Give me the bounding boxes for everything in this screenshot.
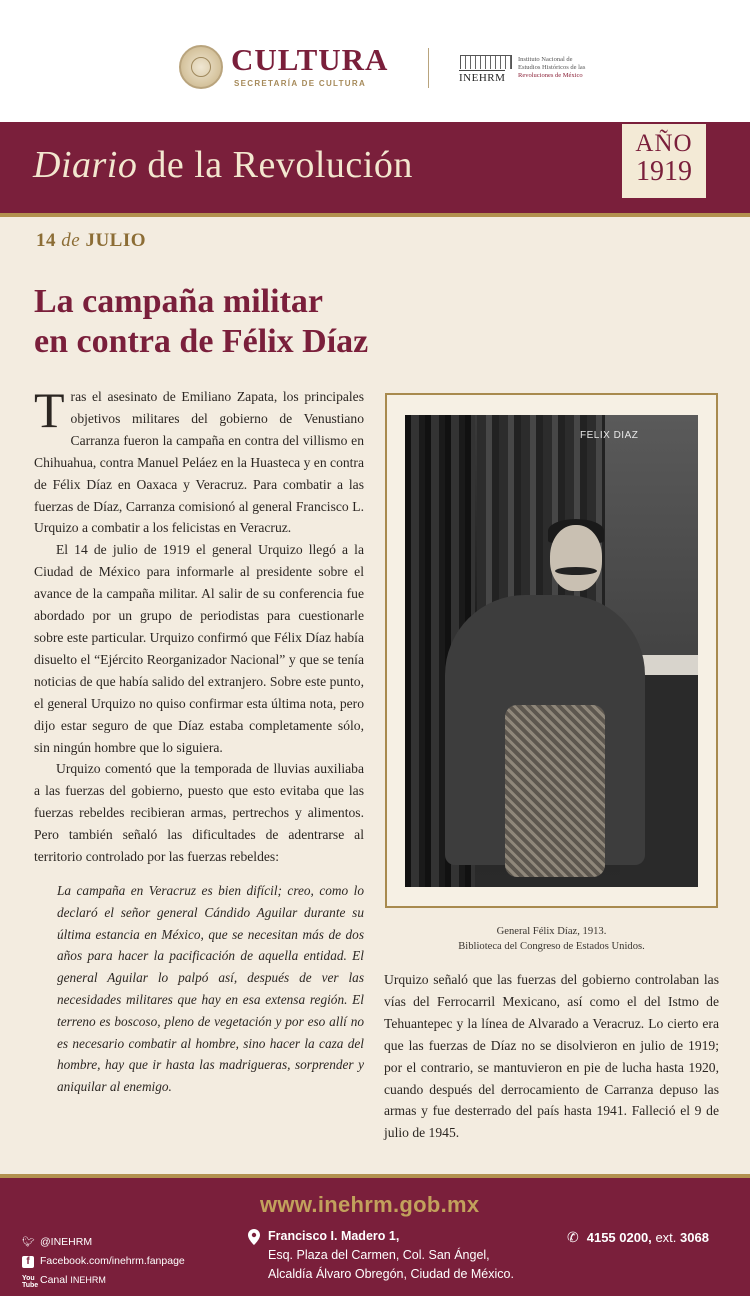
title-band-rule <box>0 213 750 217</box>
diario-title <box>33 143 413 187</box>
inehrm-desc-line3: Revoluciones de México <box>518 72 583 79</box>
phone-number: 4155 0200, <box>586 1230 652 1245</box>
logo-divider <box>428 48 429 88</box>
diario-title-rest: de la Revolución <box>137 144 413 186</box>
date-day: 14 <box>36 230 56 251</box>
address-line2: Esq. Plaza del Carmen, Col. San Ángel, <box>268 1248 490 1262</box>
inehrm-building-icon <box>460 55 512 69</box>
article-date <box>36 230 146 252</box>
paragraph-1 <box>34 382 364 539</box>
twitter-icon: 🐦︎ <box>22 1236 35 1248</box>
footer <box>0 1178 750 1296</box>
cultura-logo-text: CULTURA <box>231 42 389 77</box>
article-headline <box>34 282 494 362</box>
headline-line1: La campaña militar <box>34 283 323 320</box>
phone-ext: 3068 <box>680 1230 709 1245</box>
paragraph-1-text: ras el asesinato de Emiliano Zapata, los principales objetivos militares del gobierno de Venustiano Carranza fueron la campaña en contra del villismo en Chihuahua, contra Manuel Peláez en la Huasteca y en contra de Félix Díaz en Oaxaca y Veracruz. Para combatir a las fuerzas de Díaz, Carranza comisionó al general Francisco L. Urquizo a combatir a los felicistas en Veracruz. <box>34 389 364 536</box>
phone-contact[interactable] <box>567 1229 709 1246</box>
drop-cap: T <box>34 382 65 438</box>
date-connector: de <box>61 230 81 251</box>
logo-header <box>0 0 750 122</box>
address-street: Francisco I. Madero 1, <box>268 1229 400 1243</box>
photo-frame <box>385 393 718 908</box>
felix-diaz-photo <box>405 415 698 887</box>
diario-title-italic: Diario <box>33 144 138 186</box>
article-right-column: Urquizo señaló que las fuerzas del gobierno controlaban las vías del Ferrocarril Mexicano, así como el del Istmo de Tehuantepec y la línea de Alvarado a Veracruz. Lo cierto era que las fuerzas de Díaz no se disolvieron en julio de 1919; por el contrario, se mantuvieron en pie de lucha hasta 1920, cuando después del derrocamiento de Carranza depuso las armas y fue desterrado del país hasta 1941. Falleció el 9 de julio de 1945. <box>384 972 719 1141</box>
mexico-seal-icon <box>179 45 223 89</box>
facebook-link[interactable] <box>22 1252 185 1271</box>
block-quote: La campaña en Veracruz es bien difícil; creo, como lo declaró el señor general Cándido Aguilar durante su última estancia en México, que se necesitan más de dos años para hacer la pacificación de aquella entidad. El general Aguilar lo palpó así, después de ver las necesidades militares que hay en esa extensa región. El terreno es boscoso, pleno de vegetación y por eso allí no es necesario combatir al hombre, sino hacer la caza del hombre, hay que ir hasta las madrigueras, sorprender y aniquilar al enemigo. <box>57 882 364 1095</box>
caption-line2: Biblioteca del Congreso de Estados Unidos. <box>458 941 645 952</box>
youtube-channel: INEHRM <box>70 1275 106 1285</box>
paragraph-3: Urquizo comentó que la temporada de lluvias auxiliaba a las fuerzas del gobierno, puesto que esto evitaba que las fuerzas rebeldes recibieran armas, pertrechos y alimentos. Pero también señaló las dificultades de adentrarse al territorio controlado por las fuerzas rebeldes: <box>34 761 364 865</box>
youtube-prefix: Canal <box>40 1274 68 1286</box>
phone-icon: ✆ <box>567 1229 579 1245</box>
year-label: AÑO <box>635 130 693 157</box>
inehrm-logo-text: INEHRM <box>459 72 506 84</box>
article-left-column <box>34 382 364 1098</box>
inehrm-desc-line2: Estudios Históricos de las <box>518 64 586 71</box>
address-block <box>250 1227 514 1284</box>
address-line3: Alcaldía Álvaro Obregón, Ciudad de México. <box>268 1267 514 1281</box>
website-link[interactable]: www.inehrm.gob.mx <box>260 1192 480 1217</box>
facebook-url: Facebook.com/inehrm.fanpage <box>40 1255 185 1267</box>
paragraph-2: El 14 de julio de 1919 el general Urquizo llegó a la Ciudad de México para informarle al presidente sobre el avance de la campaña militar. Al salir de su conferencia fue abordado por un grupo de periodistas para cuestionarle sobre este particular. Urquizo confirmó que Félix Díaz había disuelto el “Ejército Reorganizador Nacional” y que se tenía noticias de que había salido del extranjero. Sobre este punto, el general Urquizo no quiso confirmar esta última nota, pero dijo estar seguro de que Díaz estaba completamente sólo, sin ningún hombre que lo siguiera. <box>34 542 364 755</box>
twitter-handle: @INEHRM <box>40 1236 93 1248</box>
photo-handwritten-label: FELIX DIAZ <box>580 430 639 441</box>
location-pin-icon <box>248 1229 260 1245</box>
inehrm-description <box>518 56 598 80</box>
inehrm-desc-line1: Instituto Nacional de <box>518 56 573 63</box>
phone-ext-label: ext. <box>655 1230 677 1245</box>
year-value: 1919 <box>636 156 692 187</box>
year-badge <box>622 124 706 198</box>
social-links <box>22 1233 185 1290</box>
headline-line2: en contra de Félix Díaz <box>34 323 369 360</box>
secretaria-subtitle: SECRETARÍA DE CULTURA <box>234 79 367 88</box>
date-month: JULIO <box>85 230 147 251</box>
youtube-icon: You Tube <box>22 1274 39 1289</box>
twitter-link[interactable] <box>22 1233 185 1252</box>
facebook-icon: f <box>22 1256 34 1268</box>
caption-line1: General Félix Díaz, 1913. <box>496 926 607 937</box>
photo-caption <box>385 924 718 954</box>
youtube-link[interactable] <box>22 1271 185 1290</box>
